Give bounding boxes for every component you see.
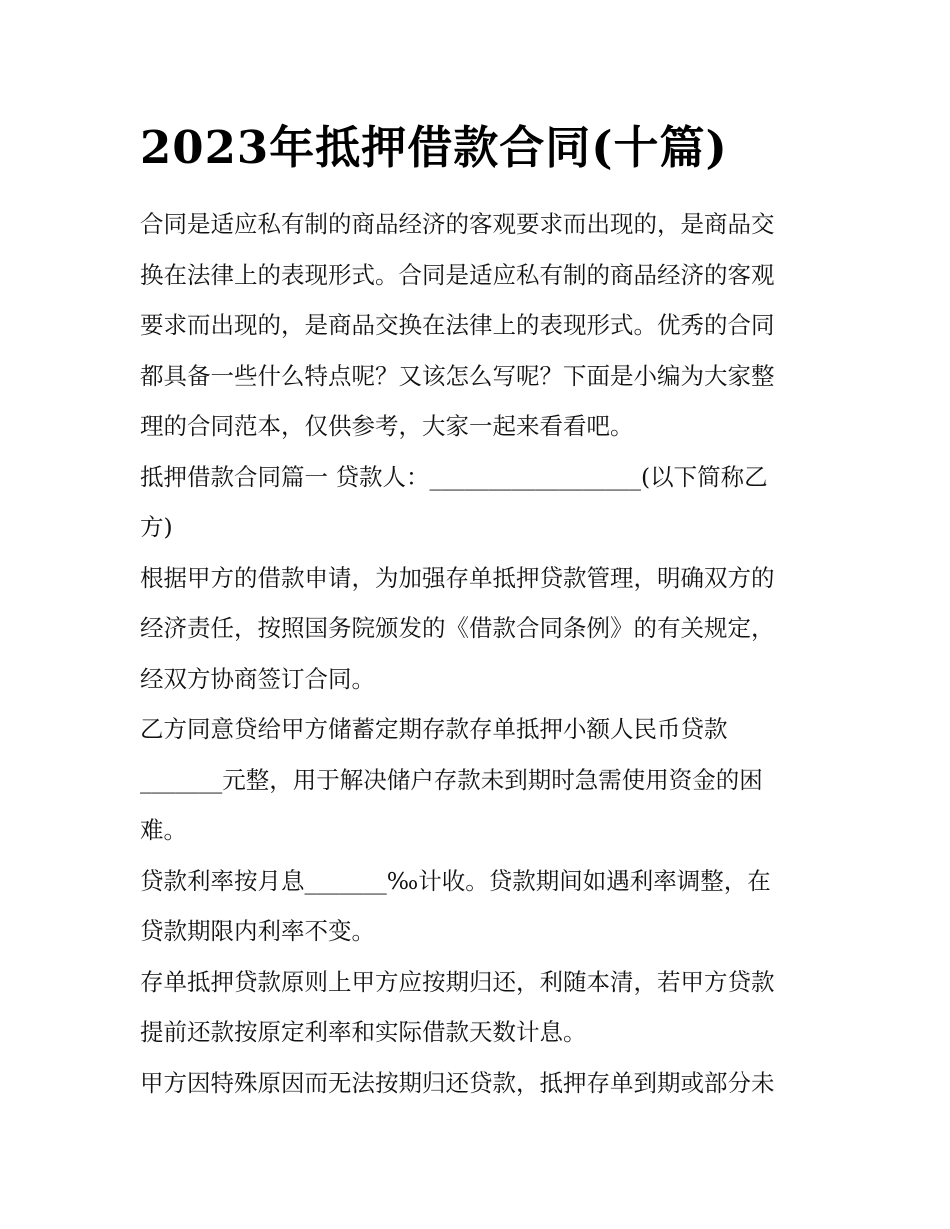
text-line: 换在法律上的表现形式。合同是适应私有制的商品经济的客观 [140, 260, 775, 289]
text-line: _______元整，用于解决储户存款未到期时急需使用资金的困 [140, 765, 763, 794]
text-line: 合同是适应私有制的商品经济的客观要求而出现的，是商品交 [140, 210, 775, 238]
text-line: 贷款期限内利率不变。 [140, 917, 375, 945]
document-body [140, 199, 820, 1108]
text-line: 要求而出现的，是商品交换在法律上的表现形式。优秀的合同 [140, 311, 775, 339]
text-line: 理的合同范本，仅供参考，大家一起来看看吧。 [140, 412, 634, 440]
text-line: 甲方因特殊原因而无法按期归还贷款，抵押存单到期或部分未 [140, 1068, 775, 1097]
repayment-paragraph [140, 957, 820, 1058]
lender-paragraph [140, 452, 820, 553]
interest-rate-paragraph [140, 856, 820, 957]
document-page [140, 118, 820, 1108]
text-line: 根据甲方的借款申请，为加强存单抵押贷款管理，明确双方的 [140, 563, 775, 592]
text-line: 难。 [140, 816, 187, 844]
text-line: 存单抵押贷款原则上甲方应按期归还，利随本清，若甲方贷款 [140, 967, 775, 996]
document-title: 2023年抵押借款合同(十篇) [140, 121, 728, 174]
text-line: 贷款利率按月息_______‰计收。贷款期间如遇利率调整，在 [140, 866, 771, 895]
loan-amount-paragraph [140, 704, 820, 856]
special-circumstances-paragraph [140, 1058, 820, 1109]
text-line: 都具备一些什么特点呢？又该怎么写呢？下面是小编为大家整 [140, 361, 775, 390]
text-line: 经双方协商签订合同。 [140, 664, 375, 693]
text-line: 方) [140, 513, 173, 541]
intro-paragraph [140, 199, 820, 452]
text-line: 抵押借款合同篇一 贷款人：__________________(以下简称乙 [140, 462, 768, 491]
text-line: 经济责任，按照国务院颁发的《借款合同条例》的有关规定， [140, 614, 775, 642]
text-line: 乙方同意贷给甲方储蓄定期存款存单抵押小额人民币贷款 [140, 715, 728, 743]
text-line: 提前还款按原定利率和实际借款天数计息。 [140, 1018, 587, 1046]
purpose-paragraph [140, 553, 820, 705]
